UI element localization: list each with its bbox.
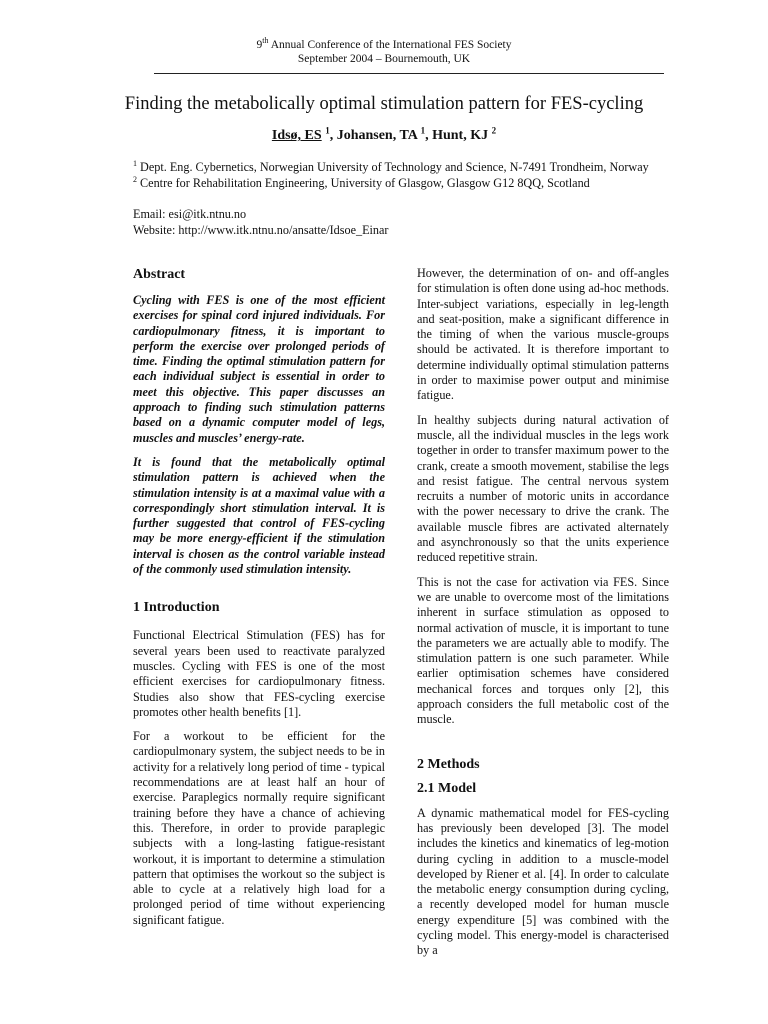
affiliation-text: Centre for Rehabilitation Engineering, University of Glasgow, Glasgow G12 8QQ, Scotland [140,176,590,190]
abstract-paragraph: Cycling with FES is one of the most efficient exercises for spinal cord injured individuals. For cardiopulmonary fitness, it is important to perform the exercise over prolonged periods of time. Finding the optimal stimulation pattern for each individual subject is essential in order to meet this objective. This paper discusses an approach to finding such stimulation patterns based on a dynamic computer model of legs, muscles and muscles’ energy-rate. [133,293,385,445]
left-column [133,266,385,937]
conference-line [0,34,768,52]
body-paragraph: However, the determination of on- and off-angles for stimulation is often done using ad-hoc methods. Inter-subject variations, especially in leg-length and seat-position, make a significant difference in the timing of when the various muscle-groups should be activated. It is therefore important to determine individually optimal stimulation patterns in order to maximise power output and minimise fatigue. [417,266,669,403]
conference-name: Annual Conference of the International FES Society [268,38,512,51]
body-paragraph: This is not the case for activation via FES. Since we are unable to overcome most of the limitations inherent in surface stimulation as opposed to normal activation of muscle, it is important to tune the parameters we are actually able to modify. The stimulation pattern is one such parameter. While earlier optimisation schemes have considered mechanical forces and torques only [2], this approach considers the full metabolic cost of the muscle. [417,574,669,727]
conference-ordinal: th [262,36,269,45]
affil-mark: 1 [133,158,137,168]
affiliation-line [133,175,753,191]
methods-heading: 2 Methods [417,756,480,772]
contact-info [133,206,753,238]
author-name: Hunt, KJ [432,128,489,143]
affiliation-line [133,159,753,175]
conference-header [0,34,768,66]
affiliation-text: Dept. Eng. Cybernetics, Norwegian University of Technology and Science, N-7491 Trondheim, Norway [140,160,649,174]
author-name: Johansen, TA [336,128,418,143]
author-list: Idsø, ES $^1$, Johansen, TA $^1$, Hunt, KJ $^2$ [271,125,497,143]
header-rule [154,73,664,74]
author-affil-mark: 1 [420,125,426,136]
affil-mark: 2 [133,174,137,184]
author-affil-mark: 1 [325,125,330,136]
conference-number: 9 [256,38,263,51]
paper-title: Finding the metabolically optimal stimulation pattern for FES-cycling [124,94,644,114]
abstract-paragraph: It is found that the metabolically optimal stimulation pattern is achieved when the stimulation intensity is at a maximal value with a correspondingly short stimulation interval. It is further suggested that control of FES-cycling may be more energy-efficient if the stimulation interval is chosen as the control variable instead of the commonly used stimulation intensity. [133,454,385,577]
introduction-heading: 1 Introduction [133,600,220,616]
model-subheading: 2.1 Model [417,780,477,796]
body-paragraph: In healthy subjects during natural activation of muscle, all the individual muscles in the legs work together in order to transfer maximum power to the crank, create a smooth movement, stabilise the legs and resist fatigue. The central nervous system recruits a number of motoric units in accordance with the power necessary to drive the crank. The available muscle fibres are activated alternately and asynchronously so that the units experience reduced repetitive strain. [417,412,669,565]
affiliations [133,159,753,191]
body-paragraph: Functional Electrical Stimulation (FES) has for several years been used to reactivate paralyzed muscles. Cycling with FES is one of the most efficient exercises for cardiopulmonary fitness. Studies also show that FES-cycling exercise promotes other health benefits [1]. [133,628,385,719]
author-name: Idsø, ES [271,128,322,143]
website-line: Website: http://www.itk.ntnu.no/ansatte/Idsoe_Einar [133,223,389,237]
abstract-heading: Abstract [133,267,186,282]
conference-date: September 2004 – Bournemouth, UK [297,52,471,65]
right-column [417,266,669,968]
body-paragraph: A dynamic mathematical model for FES-cycling has previously been developed [3]. The model includes the kinetics and kinematics of leg-motion during cycling in addition to a muscle-model developed by Riener et al. [4]. In order to calculate the metabolic energy consumption during cycling, a recently developed model for human muscle energy expenditure [5] was combined with the cycling model. This energy-model is characterised by a [417,805,669,958]
email-line: Email: esi@itk.ntnu.no [133,207,247,221]
body-paragraph: For a workout to be efficient for the cardiopulmonary system, the subject needs to be in activity for a relatively long period of time - typical recommendations are at least half an hour of exercise. Paraplegics normally require significant training before they have a chance of achieving this. Therefore, in order to provide paraplegic subjects with a long-lasting fatigue-resistant workout, it is important to determine a stimulation pattern that optimises the workout so the subject is able to cycle at a relatively high load for a prolonged period of time without experiencing significant fatigue. [133,729,385,927]
author-affil-mark: 2 [491,125,497,136]
